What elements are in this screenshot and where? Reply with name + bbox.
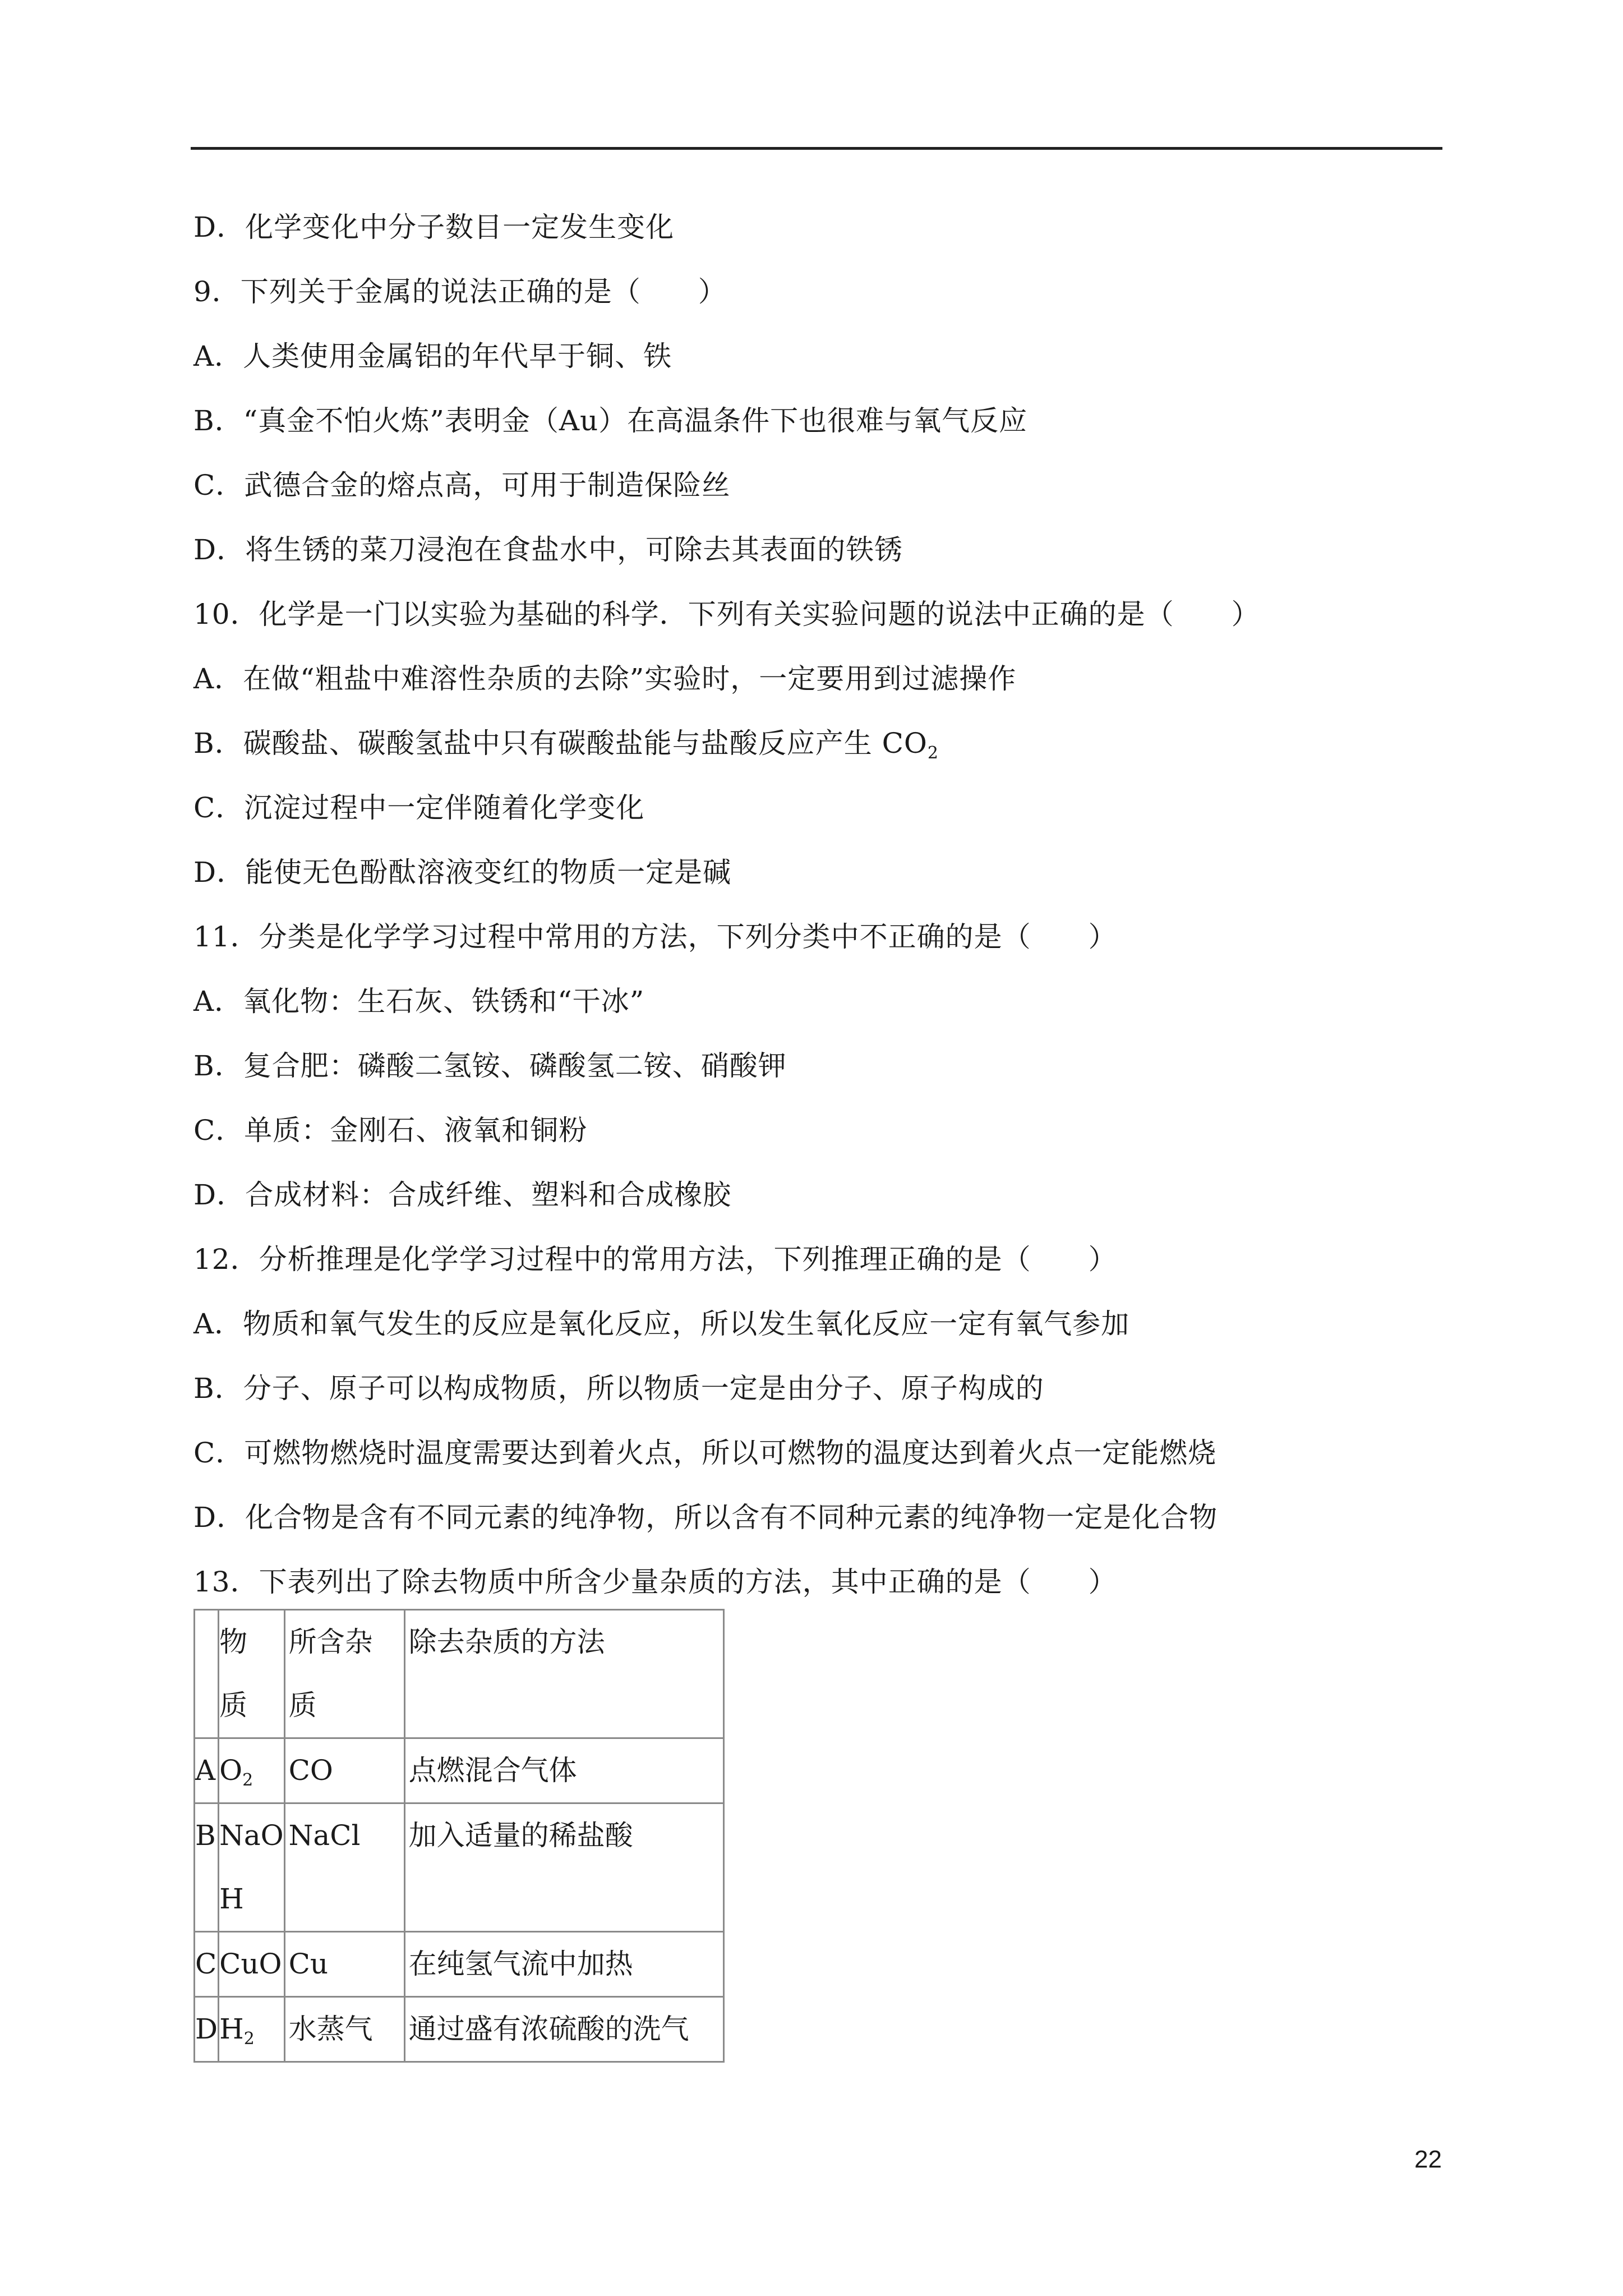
table-row (195, 1738, 724, 1803)
table-header-method: 除去杂质的方法 (404, 1610, 723, 1738)
q9-stem: 9．下列关于金属的说法正确的是（ ） (193, 275, 727, 308)
header-impurity-line1: 所含杂 (288, 1626, 373, 1658)
q10-option-c: C．沉淀过程中一定伴随着化学变化 (193, 792, 645, 824)
row-impurity: Cu (284, 1932, 404, 1997)
q9-option-a: A．人类使用金属铝的年代早于铜、铁 (193, 340, 672, 372)
q10-option-b-text: B．碳酸盐、碳酸氢盐中只有碳酸盐能与盐酸反应产生 CO (193, 727, 928, 760)
table-row (195, 1997, 724, 2062)
table-row (195, 1932, 724, 1997)
row-substance-subscript: 2 (243, 2029, 255, 2049)
row-label: A (195, 1738, 219, 1803)
table-header-substance (219, 1610, 285, 1738)
q12-option-b: B．分子、原子可以构成物质，所以物质一定是由分子、原子构成的 (193, 1372, 1044, 1405)
row-substance (219, 1738, 285, 1803)
q10-option-b (193, 726, 939, 763)
q9-option-d: D．将生锈的菜刀浸泡在食盐水中，可除去其表面的铁锈 (193, 533, 903, 566)
row-label: C (195, 1932, 219, 1997)
q10-stem: 10．化学是一门以实验为基础的科学．下列有关实验问题的说法中正确的是（ ） (193, 598, 1260, 631)
row-substance-text: H (219, 2013, 244, 2045)
q10-option-a: A．在做“粗盐中难溶性杂质的去除”实验时，一定要用到过滤操作 (193, 662, 1017, 695)
q12-option-a: A．物质和氧气发生的反应是氧化反应，所以发生氧化反应一定有氧气参加 (193, 1308, 1130, 1340)
q11-option-a: A．氧化物：生石灰、铁锈和“干冰” (193, 985, 645, 1018)
row-substance (219, 1803, 285, 1932)
row-substance-text: O (219, 1754, 243, 1787)
impurity-table (193, 1609, 725, 2063)
row-substance-text-line2: H (219, 1883, 244, 1915)
table-row (195, 1803, 724, 1932)
row-method: 加入适量的稀盐酸 (404, 1803, 723, 1932)
table-header-impurity (284, 1610, 404, 1738)
page-number: 22 (1414, 2146, 1442, 2173)
q12-stem: 12．分析推理是化学学习过程中的常用方法，下列推理正确的是（ ） (193, 1243, 1117, 1276)
row-substance-text: NaO (219, 1819, 284, 1852)
header-substance-line1: 物 (219, 1626, 248, 1658)
row-label: D (195, 1997, 219, 2062)
row-substance: CuO (219, 1932, 285, 1997)
q12-option-c: C．可燃物燃烧时温度需要达到着火点，所以可燃物的温度达到着火点一定能燃烧 (193, 1437, 1217, 1469)
row-substance-subscript: 2 (242, 1770, 253, 1790)
q11-stem: 11．分类是化学学习过程中常用的方法，下列分类中不正确的是（ ） (193, 921, 1117, 953)
table-header-label-cell (195, 1610, 219, 1738)
header-rule (191, 147, 1442, 150)
q9-option-c: C．武德合金的熔点高，可用于制造保险丝 (193, 469, 731, 501)
q11-option-c: C．单质：金刚石、液氧和铜粉 (193, 1114, 588, 1147)
row-method: 通过盛有浓硫酸的洗气 (404, 1997, 723, 2062)
row-label: B (195, 1803, 219, 1932)
co2-subscript: 2 (927, 743, 939, 763)
q8-option-d: D．化学变化中分子数目一定发生变化 (193, 211, 675, 243)
table-header-row (195, 1610, 724, 1738)
row-impurity: CO (284, 1738, 404, 1803)
row-method: 在纯氢气流中加热 (404, 1932, 723, 1997)
q10-option-d: D．能使无色酚酞溶液变红的物质一定是碱 (193, 856, 732, 889)
q13-stem: 13．下表列出了除去物质中所含少量杂质的方法，其中正确的是（ ） (193, 1566, 1117, 1598)
row-substance (219, 1997, 285, 2062)
row-impurity: 水蒸气 (284, 1997, 404, 2062)
row-impurity: NaCl (284, 1803, 404, 1932)
q12-option-d: D．化合物是含有不同元素的纯净物，所以含有不同种元素的纯净物一定是化合物 (193, 1501, 1218, 1534)
q11-option-b: B．复合肥：磷酸二氢铵、磷酸氢二铵、硝酸钾 (193, 1050, 787, 1082)
q9-option-b: B．“真金不怕火炼”表明金（Au）在高温条件下也很难与氧气反应 (193, 404, 1028, 437)
header-impurity-line2: 质 (288, 1689, 317, 1722)
header-substance-line2: 质 (219, 1689, 248, 1722)
row-method: 点燃混合气体 (404, 1738, 723, 1803)
q11-option-d: D．合成材料：合成纤维、塑料和合成橡胶 (193, 1179, 732, 1211)
